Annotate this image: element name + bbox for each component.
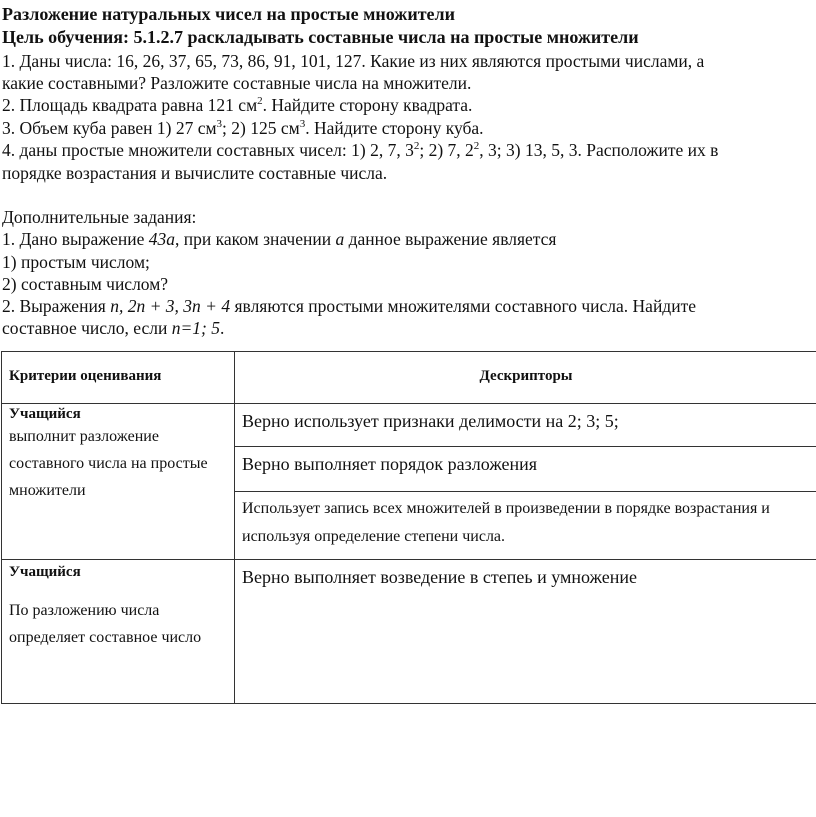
task-1-line-1: 1. Даны числа: 16, 26, 37, 65, 73, 86, 91, 101, 127. Какие из них являются простыми числами, а <box>2 51 705 71</box>
extra-task-1-text: 1. Дано выражение <box>2 229 149 249</box>
extra-task-2-values: n=1; 5 <box>171 318 220 338</box>
task-4-text: 4. даны простые множители составных чисел: 1) 2, 7, 3 <box>2 140 414 160</box>
header-cell-descriptors <box>235 352 816 404</box>
extra-task-2-line-2 <box>2 317 224 339</box>
task-2-text-end: . Найдите сторону квадрата. <box>262 95 473 115</box>
extra-task-1-text-mid: , при каком значении <box>174 229 336 249</box>
extra-task-2-text: 2. Выражения <box>2 296 111 316</box>
table-row <box>2 404 816 447</box>
descriptor-cell <box>235 492 816 560</box>
task-3-exponent-2: 3 <box>299 118 306 130</box>
extra-task-1-text-end: данное выражение является <box>344 229 557 249</box>
criteria-2-student: Учащийся <box>9 564 81 580</box>
criteria-2-text: По разложению числа определяет составное число <box>9 602 202 646</box>
extra-task-2-period: . <box>219 318 225 338</box>
extra-task-2-condition-text: составное число, если <box>2 318 172 338</box>
extra-task-2-line-1 <box>2 295 696 317</box>
criteria-cell-1 <box>2 404 235 560</box>
criteria-1-student: Учащийся <box>9 406 81 422</box>
criteria-cell-2 <box>2 560 235 704</box>
task-3-text: 3. Объем куба равен 1) 27 см <box>2 118 217 138</box>
task-4-exponent-2: 2 <box>473 140 480 152</box>
descriptor-notation: Использует запись всех множителей в произведении в порядке возрастания и используя определение степени числа. <box>242 500 770 545</box>
extra-task-2-text-end: являются простыми множителями составного числа. Найдите <box>230 296 696 316</box>
task-3-exponent-1: 3 <box>216 118 223 130</box>
extra-task-1-variable: a <box>335 229 345 249</box>
descriptor-exponentiation: Верно выполняет возведение в степеь и умножение <box>242 567 637 587</box>
assessment-table <box>1 351 816 704</box>
descriptor-divisibility: Верно использует признаки делимости на 2; 3; 5; <box>242 411 619 431</box>
task-2-exponent: 2 <box>257 95 263 107</box>
descriptor-order: Верно выполняет порядок разложения <box>242 454 538 474</box>
extra-task-1-option-2: 2) составным числом? <box>2 274 169 294</box>
descriptor-cell <box>235 404 816 447</box>
task-2-text: 2. Площадь квадрата равна 121 см <box>2 95 258 115</box>
extra-task-1-option-1: 1) простым числом; <box>2 252 150 272</box>
extra-task-1-expression: 43a <box>148 229 175 249</box>
page-title: Разложение натуральных чисел на простые множители <box>2 4 455 24</box>
table-row <box>2 560 816 704</box>
descriptors-header: Дескрипторы <box>479 368 573 384</box>
task-4-exponent-1: 2 <box>413 140 420 152</box>
task-4-text-mid: ; 2) 7, 2 <box>419 140 474 160</box>
extra-tasks-heading: Дополнительные задания: <box>2 207 197 227</box>
extra-task-2-expressions: n, 2n + 3, 3n + 4 <box>110 296 231 316</box>
learning-goal: Цель обучения: 5.1.2.7 раскладывать составные числа на простые множители <box>2 27 639 47</box>
task-3-text-end: . Найдите сторону куба. <box>305 118 484 138</box>
task-2 <box>2 94 472 116</box>
descriptor-cell <box>235 560 816 704</box>
table-header-row <box>2 352 816 404</box>
task-4-text-end: , 3; 3) 13, 5, 3. Расположите их в <box>479 140 719 160</box>
task-4-line-2: порядке возрастания и вычислите составные числа. <box>2 163 388 183</box>
criteria-header: Критерии оценивания <box>9 368 162 384</box>
task-4-line-1 <box>2 139 718 161</box>
task-1-line-2: какие составными? Разложите составные числа на множители. <box>2 73 472 93</box>
task-3-text-mid: ; 2) 125 см <box>222 118 300 138</box>
header-cell-criteria <box>2 352 235 404</box>
task-3 <box>2 117 484 139</box>
extra-task-1 <box>2 228 556 250</box>
descriptor-cell <box>235 447 816 492</box>
criteria-1-text: выполнит разложение составного числа на простые множители <box>9 428 208 499</box>
